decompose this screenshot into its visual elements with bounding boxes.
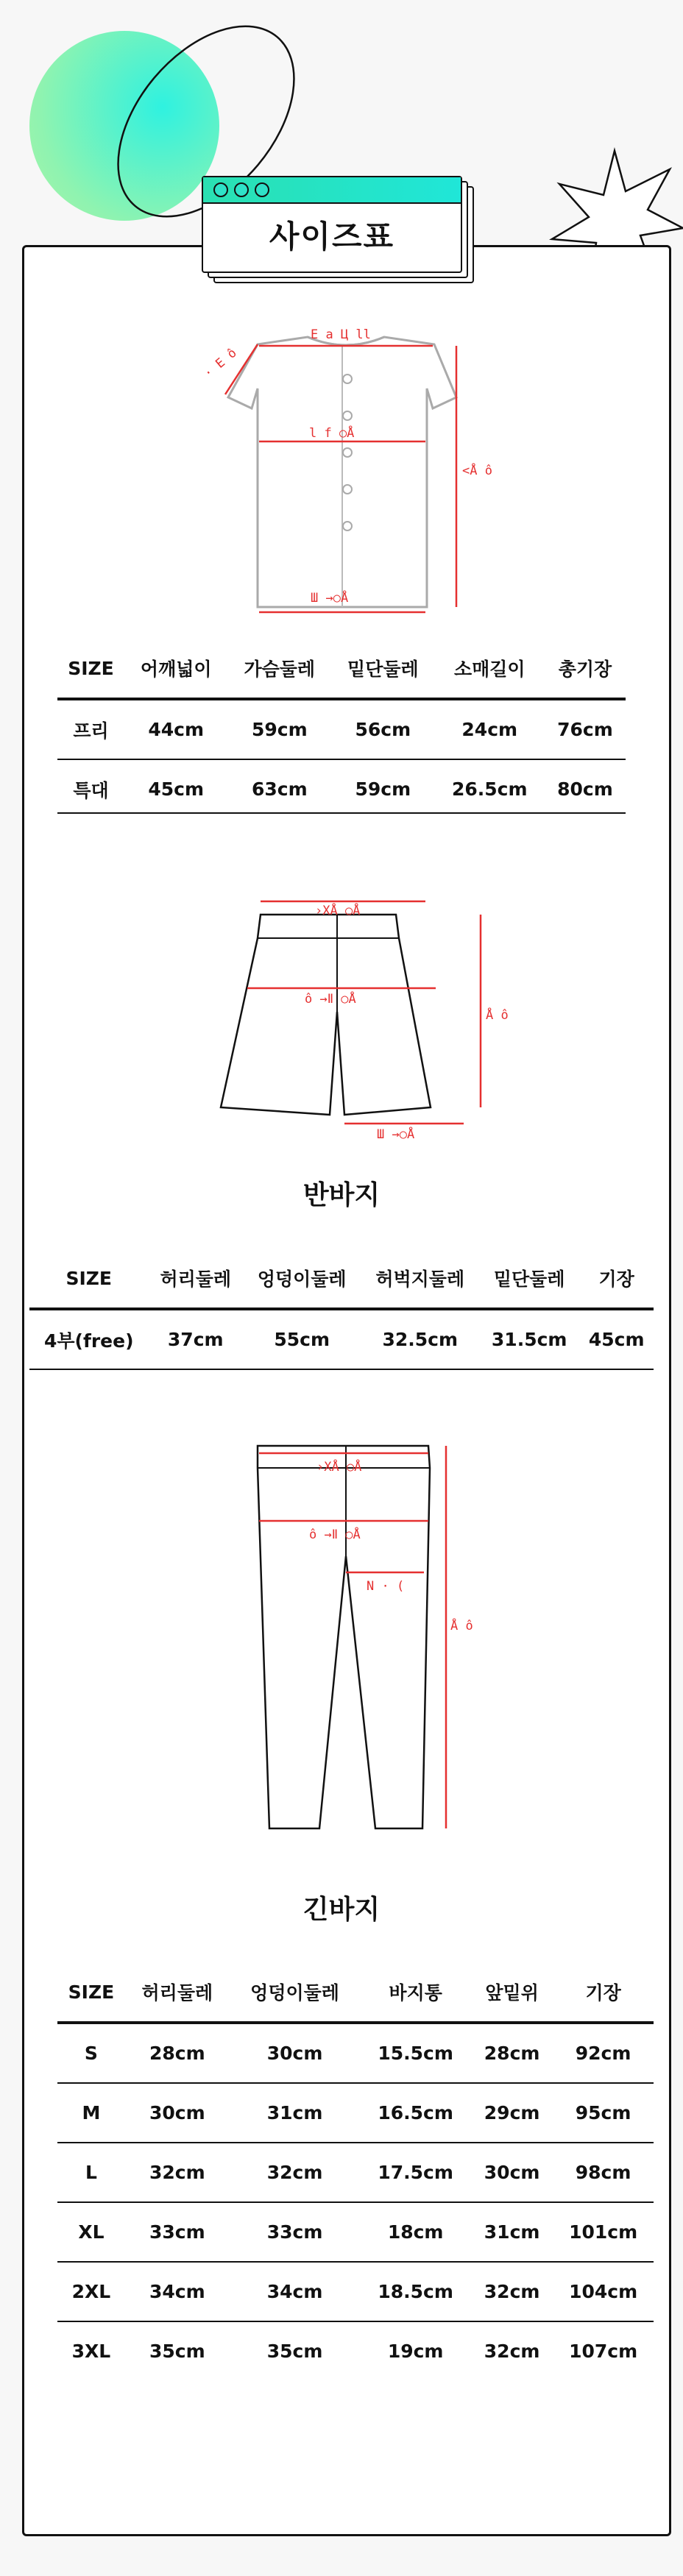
table-header-row: SIZE 허리둘레 엉덩이둘레 바지통 앞밑위 기장 (57, 1962, 654, 2023)
column-header: 어깨넓이 (124, 639, 228, 699)
table-header-row: SIZE 허리둘레 엉덩이둘레 허벅지둘레 밑단둘레 기장 (29, 1249, 654, 1309)
table-row: M 30cm 31cm 16.5cm 29cm 95cm (57, 2083, 654, 2143)
table-row: 3XL 35cm 35cm 19cm 32cm 107cm (71, 2341, 638, 2362)
shorts-size-table (29, 1249, 654, 1370)
window-dot-icon (234, 182, 249, 197)
pants-title: 긴바지 (302, 1895, 381, 1925)
column-header: 밑단둘레 (331, 639, 435, 699)
chest-label: l f ○Å (309, 426, 355, 441)
hip-label: ô →Ⅱ ○Å (309, 1527, 361, 1542)
table-row: L 32cm 32cm 17.5cm 30cm 98cm (57, 2143, 654, 2202)
window-title-bar (203, 177, 461, 204)
table-header-row (57, 639, 626, 699)
window-dot-icon (213, 182, 228, 197)
waist-label: ›ΧÅ ○Å (316, 1460, 362, 1475)
hem-label: Ш →○Å (377, 1127, 415, 1142)
top-size-table (57, 639, 626, 818)
pants-size-table (57, 1962, 654, 2380)
table-row: 4부(free) 37cm 55cm 32.5cm 31.5cm 45cm (29, 1309, 654, 1369)
table-row: XL 33cm 33cm 18cm 31cm 101cm (57, 2202, 654, 2262)
window-dot-icon (255, 182, 269, 197)
header-window (202, 176, 462, 273)
column-header: 총기장 (545, 639, 626, 699)
divider (57, 812, 626, 814)
column-header: SIZE (57, 639, 124, 699)
length-label: Å ô (450, 1619, 473, 1633)
table-row: S 28cm 30cm 15.5cm 28cm 92cm (57, 2023, 654, 2083)
hem-label: Ш →○Å (311, 591, 349, 606)
length-label: Å ô (486, 1008, 509, 1023)
table-row: 2XL 34cm 34cm 18.5cm 32cm 104cm (57, 2262, 654, 2321)
thigh-label: N · ( (367, 1579, 405, 1594)
hip-label: ô →Ⅱ ○Å (305, 992, 356, 1007)
shirt-diagram (199, 324, 493, 618)
table-row: 프리 44cm 59cm 56cm 24cm 76cm (57, 699, 626, 759)
pants-diagram (243, 1438, 478, 1836)
page-title: 사이즈표 (269, 219, 395, 255)
column-header: 소매길이 (435, 639, 545, 699)
shoulder-label: E a Ц ll (311, 327, 371, 342)
length-label: <Å ô (462, 464, 492, 478)
waist-label: ›ΧÅ ○Å (315, 904, 361, 918)
table-row: 특대 45cm 63cm 59cm 26.5cm 80cm (73, 778, 613, 801)
sleeve-label: · E ô (201, 345, 240, 381)
shorts-diagram (206, 887, 509, 1152)
column-header: 가슴둘레 (228, 639, 332, 699)
shorts-title: 반바지 (302, 1180, 381, 1210)
